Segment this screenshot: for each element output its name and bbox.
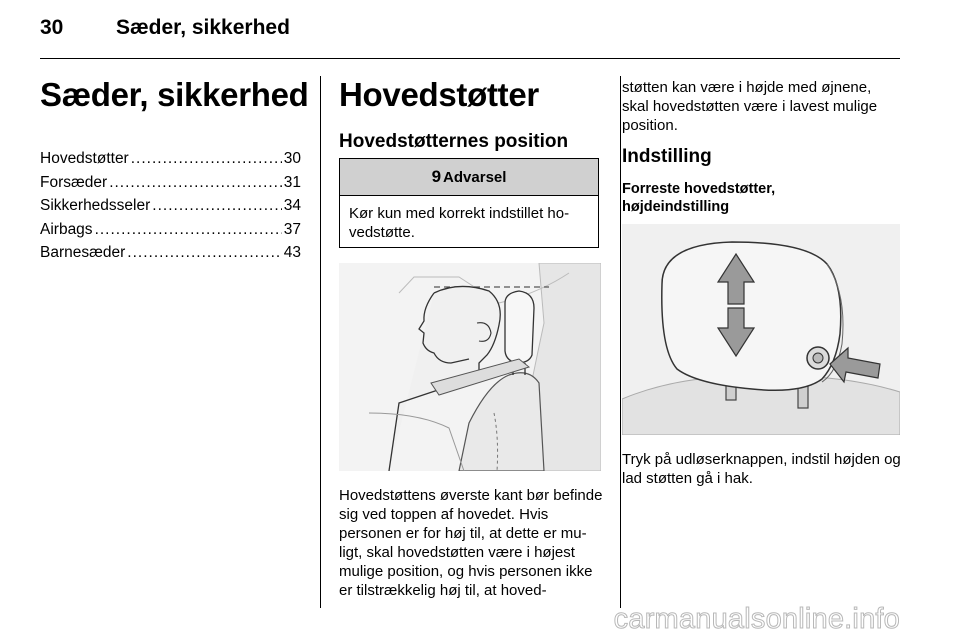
running-header: Sæder, sikkerhed xyxy=(116,16,290,39)
toc-page: 34 xyxy=(283,197,301,214)
toc-label: Airbags xyxy=(40,220,93,238)
toc-page: 37 xyxy=(283,220,301,238)
toc-page: 43 xyxy=(283,244,301,261)
toc-leader xyxy=(109,174,282,192)
toc-label: Barnesæder xyxy=(40,244,126,261)
toc-entry[interactable] xyxy=(40,174,301,198)
adjustment-subheading: Forreste hovedstøtter, højdeindstilling xyxy=(622,181,776,215)
headrest-release-illustration xyxy=(622,224,900,435)
toc-page: 30 xyxy=(283,150,301,167)
toc-label: Sikkerhedsseler xyxy=(40,197,151,214)
table-of-contents xyxy=(40,150,301,268)
column-divider xyxy=(620,76,621,608)
section-title: Hovedstøtter xyxy=(339,76,539,113)
chapter-title: Sæder, sikkerhed xyxy=(40,76,309,113)
body-paragraph: Hovedstøttens øverste kant bør befinde sig ved toppen af hovedet. Hvis personen er for høj til, at dette er muligt, skal hovedstøtten være i højest mulige position, og hvis personen ikke er tilstrækkelig høj til, at hoved- xyxy=(339,487,603,599)
toc-leader xyxy=(152,197,281,215)
header-rule xyxy=(40,58,900,59)
driver-headrest-illustration xyxy=(339,263,601,471)
warning-header xyxy=(340,159,598,196)
adjustment-instructions: Tryk på udløserknappen, indstil højden og lad støtten gå i hak. xyxy=(622,451,901,487)
warning-label: Advarsel xyxy=(443,168,507,186)
adjustment-heading: Indstilling xyxy=(622,146,712,167)
section-subtitle: Hovedstøtternes position xyxy=(339,131,569,152)
toc-entry[interactable] xyxy=(40,221,301,245)
toc-page: 31 xyxy=(283,173,301,191)
body-paragraph-continued: støtten kan være i højde med øjnene, skal hovedstøtten være i lavest mulige position. xyxy=(622,79,878,134)
toc-leader xyxy=(131,150,282,168)
column-divider xyxy=(320,76,321,608)
headrest-position-illustration xyxy=(339,263,601,471)
toc-entry[interactable] xyxy=(40,150,301,174)
toc-entry[interactable] xyxy=(40,197,301,221)
page-number: 30 xyxy=(40,16,64,39)
headrest-adjustment-illustration xyxy=(622,224,900,435)
toc-entry[interactable] xyxy=(40,244,301,268)
toc-label: Forsæder xyxy=(40,173,108,191)
toc-leader xyxy=(95,221,282,239)
watermark: carmanualsonline.info xyxy=(613,603,900,635)
warning-icon: 9 xyxy=(431,167,442,186)
warning-text: Kør kun med korrekt indstillet hovedstøtte. xyxy=(349,205,570,241)
warning-box xyxy=(339,158,599,248)
toc-label: Hovedstøtter xyxy=(40,150,129,167)
toc-leader xyxy=(127,244,281,262)
